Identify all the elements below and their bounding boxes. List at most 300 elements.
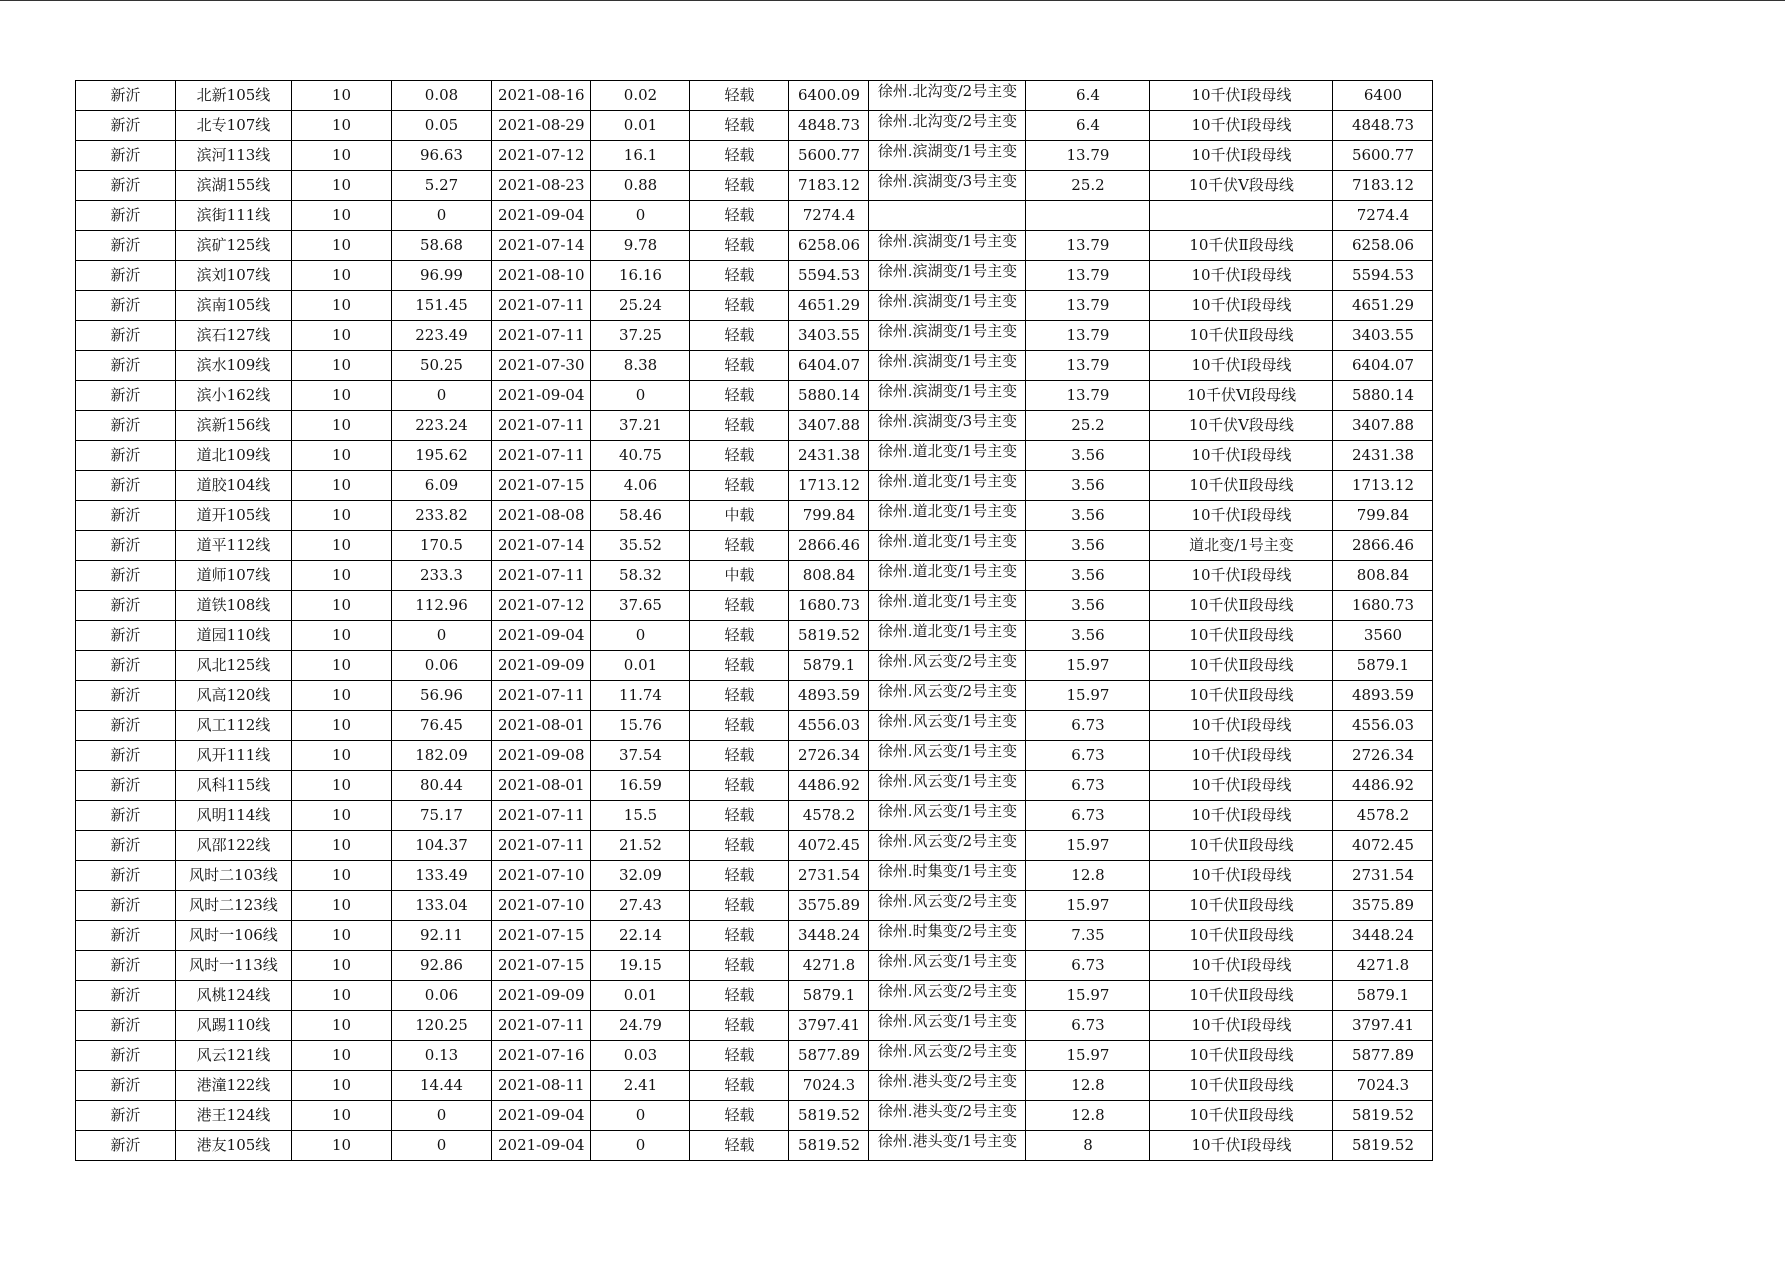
- table-cell-load: 0: [392, 1101, 492, 1131]
- table-cell-sub_capacity: 7.35: [1026, 921, 1150, 951]
- table-cell-load: 5.27: [392, 171, 492, 201]
- table-cell-substation: [869, 81, 1026, 111]
- substation-text: 徐州.滨湖变/1号主变: [877, 383, 1018, 400]
- table-cell-voltage: 10: [292, 441, 392, 471]
- table-cell-load: 56.96: [392, 681, 492, 711]
- table-cell-load: 223.49: [392, 321, 492, 351]
- table-cell-rate: 27.43: [591, 891, 690, 921]
- table-cell-load: 104.37: [392, 831, 492, 861]
- table-cell-rate: 0.01: [591, 111, 690, 141]
- table-cell-cap2: 4651.29: [1333, 291, 1433, 321]
- table-cell-rate: 9.78: [591, 231, 690, 261]
- table-cell-level: 轻载: [690, 861, 789, 891]
- table-row: [76, 321, 1433, 351]
- table-cell-line: 风云121线: [176, 1041, 292, 1071]
- table-cell-capacity: 3575.89: [789, 891, 869, 921]
- table-row: [76, 201, 1433, 231]
- substation-text: 徐州.滨湖变/3号主变: [877, 413, 1018, 430]
- table-cell-sub_capacity: 15.97: [1026, 981, 1150, 1011]
- table-row: [76, 591, 1433, 621]
- table-cell-rate: 0.88: [591, 171, 690, 201]
- substation-text: 徐州.时集变/1号主变: [877, 863, 1018, 880]
- table-cell-sub_capacity: 13.79: [1026, 141, 1150, 171]
- table-cell-bus: 10千伏Ⅱ段母线: [1150, 1101, 1333, 1131]
- table-row: [76, 141, 1433, 171]
- table-cell-level: 轻载: [690, 1101, 789, 1131]
- table-cell-substation: [869, 591, 1026, 621]
- table-cell-area: 新沂: [76, 1041, 176, 1071]
- table-cell-area: 新沂: [76, 171, 176, 201]
- substation-text: 徐州.滨湖变/1号主变: [877, 233, 1018, 250]
- table-cell-substation: [869, 681, 1026, 711]
- table-cell-line: 道胶104线: [176, 471, 292, 501]
- substation-text: 徐州.北沟变/2号主变: [877, 113, 1018, 130]
- table-cell-sub_capacity: 6.73: [1026, 1011, 1150, 1041]
- table-cell-load: 170.5: [392, 531, 492, 561]
- table-cell-voltage: 10: [292, 1071, 392, 1101]
- table-cell-capacity: 2731.54: [789, 861, 869, 891]
- table-cell-area: 新沂: [76, 651, 176, 681]
- table-cell-area: 新沂: [76, 951, 176, 981]
- substation-text: 徐州.道北变/1号主变: [877, 593, 1018, 610]
- table-cell-voltage: 10: [292, 801, 392, 831]
- table-cell-cap2: 3575.89: [1333, 891, 1433, 921]
- table-cell-bus: 10千伏Ⅱ段母线: [1150, 651, 1333, 681]
- table-cell-sub_capacity: 6.73: [1026, 771, 1150, 801]
- table-cell-sub_capacity: 3.56: [1026, 591, 1150, 621]
- table-row: [76, 1041, 1433, 1071]
- table-cell-voltage: 10: [292, 621, 392, 651]
- table-cell-rate: 40.75: [591, 441, 690, 471]
- table-cell-area: 新沂: [76, 591, 176, 621]
- table-cell-level: 中载: [690, 561, 789, 591]
- table-cell-bus: 10千伏Ⅴ段母线: [1150, 411, 1333, 441]
- table-cell-load: 223.24: [392, 411, 492, 441]
- table-cell-date: 2021-09-09: [492, 981, 591, 1011]
- table-cell-voltage: 10: [292, 351, 392, 381]
- table-cell-level: 轻载: [690, 831, 789, 861]
- table-cell-voltage: 10: [292, 321, 392, 351]
- table-cell-level: 轻载: [690, 141, 789, 171]
- substation-text: 徐州.风云变/1号主变: [877, 1013, 1018, 1030]
- substation-text: 徐州.道北变/1号主变: [877, 443, 1018, 460]
- table-cell-sub_capacity: 3.56: [1026, 561, 1150, 591]
- table-cell-substation: [869, 201, 1026, 231]
- page-top-rule: [0, 0, 1785, 1]
- table-cell-rate: 0: [591, 1131, 690, 1161]
- table-cell-line: 滨新156线: [176, 411, 292, 441]
- table-cell-line: 港潼122线: [176, 1071, 292, 1101]
- table-cell-voltage: 10: [292, 591, 392, 621]
- table-cell-level: 轻载: [690, 351, 789, 381]
- table-cell-rate: 16.59: [591, 771, 690, 801]
- table-cell-line: 道师107线: [176, 561, 292, 591]
- table-cell-rate: 24.79: [591, 1011, 690, 1041]
- table-cell-rate: 4.06: [591, 471, 690, 501]
- table-cell-area: 新沂: [76, 621, 176, 651]
- table-cell-substation: [869, 921, 1026, 951]
- table-cell-bus: 10千伏Ⅰ段母线: [1150, 951, 1333, 981]
- table-cell-substation: [869, 771, 1026, 801]
- table-cell-capacity: 1680.73: [789, 591, 869, 621]
- table-cell-capacity: 4271.8: [789, 951, 869, 981]
- table-cell-load: 75.17: [392, 801, 492, 831]
- table-row: [76, 81, 1433, 111]
- table-cell-date: 2021-07-10: [492, 891, 591, 921]
- table-cell-line: 滨街111线: [176, 201, 292, 231]
- table-cell-area: 新沂: [76, 921, 176, 951]
- table-row: [76, 621, 1433, 651]
- table-row: [76, 441, 1433, 471]
- table-cell-cap2: 6258.06: [1333, 231, 1433, 261]
- table-cell-date: 2021-07-11: [492, 291, 591, 321]
- table-cell-level: 轻载: [690, 201, 789, 231]
- table-cell-rate: 15.5: [591, 801, 690, 831]
- table-cell-line: 风时二123线: [176, 891, 292, 921]
- table-cell-date: 2021-09-04: [492, 1101, 591, 1131]
- table-cell-level: 轻载: [690, 651, 789, 681]
- table-cell-area: 新沂: [76, 411, 176, 441]
- substation-text: 徐州.风云变/2号主变: [877, 1043, 1018, 1060]
- table-cell-cap2: 4486.92: [1333, 771, 1433, 801]
- substation-text: 徐州.风云变/1号主变: [877, 713, 1018, 730]
- table-cell-load: 80.44: [392, 771, 492, 801]
- table-cell-line: 滨石127线: [176, 321, 292, 351]
- table-cell-capacity: 5819.52: [789, 1101, 869, 1131]
- table-cell-substation: [869, 1131, 1026, 1161]
- table-cell-bus: 10千伏Ⅱ段母线: [1150, 921, 1333, 951]
- table-cell-date: 2021-08-01: [492, 711, 591, 741]
- table-cell-bus: 10千伏Ⅰ段母线: [1150, 261, 1333, 291]
- table-cell-date: 2021-07-10: [492, 861, 591, 891]
- table-cell-date: 2021-07-30: [492, 351, 591, 381]
- table-cell-area: 新沂: [76, 861, 176, 891]
- table-cell-level: 轻载: [690, 471, 789, 501]
- table-cell-sub_capacity: 15.97: [1026, 1041, 1150, 1071]
- table-cell-voltage: 10: [292, 381, 392, 411]
- table-cell-level: 轻载: [690, 321, 789, 351]
- table-cell-load: 182.09: [392, 741, 492, 771]
- table-cell-bus: 10千伏Ⅰ段母线: [1150, 771, 1333, 801]
- table-row: [76, 921, 1433, 951]
- table-cell-cap2: 1680.73: [1333, 591, 1433, 621]
- table-cell-sub_capacity: 15.97: [1026, 651, 1150, 681]
- table-cell-cap2: 808.84: [1333, 561, 1433, 591]
- table-cell-capacity: 4072.45: [789, 831, 869, 861]
- table-cell-level: 轻载: [690, 921, 789, 951]
- table-cell-bus: 10千伏Ⅰ段母线: [1150, 111, 1333, 141]
- table-cell-level: 轻载: [690, 621, 789, 651]
- table-cell-sub_capacity: 13.79: [1026, 351, 1150, 381]
- table-cell-bus: 10千伏Ⅰ段母线: [1150, 801, 1333, 831]
- table-cell-line: 道铁108线: [176, 591, 292, 621]
- table-cell-line: 风明114线: [176, 801, 292, 831]
- table-row: [76, 171, 1433, 201]
- table-cell-bus: 10千伏Ⅰ段母线: [1150, 141, 1333, 171]
- table-cell-capacity: 5600.77: [789, 141, 869, 171]
- table-cell-cap2: 3560: [1333, 621, 1433, 651]
- substation-text: 徐州.风云变/2号主变: [877, 653, 1018, 670]
- table-cell-capacity: 4848.73: [789, 111, 869, 141]
- table-cell-substation: [869, 861, 1026, 891]
- table-cell-bus: 10千伏Ⅱ段母线: [1150, 831, 1333, 861]
- table-cell-cap2: 3797.41: [1333, 1011, 1433, 1041]
- table-cell-date: 2021-07-12: [492, 141, 591, 171]
- table-cell-load: 6.09: [392, 471, 492, 501]
- table-cell-date: 2021-07-11: [492, 831, 591, 861]
- table-cell-cap2: 7024.3: [1333, 1071, 1433, 1101]
- table-cell-substation: [869, 1071, 1026, 1101]
- table-cell-capacity: 6258.06: [789, 231, 869, 261]
- table-row: [76, 891, 1433, 921]
- table-cell-sub_capacity: 8: [1026, 1131, 1150, 1161]
- table-cell-level: 轻载: [690, 81, 789, 111]
- table-cell-cap2: 6400: [1333, 81, 1433, 111]
- table-cell-sub_capacity: 3.56: [1026, 501, 1150, 531]
- table-cell-cap2: 3448.24: [1333, 921, 1433, 951]
- table-cell-level: 轻载: [690, 711, 789, 741]
- table-cell-bus: 10千伏Ⅱ段母线: [1150, 621, 1333, 651]
- table-cell-cap2: 5880.14: [1333, 381, 1433, 411]
- table-cell-bus: 10千伏Ⅰ段母线: [1150, 561, 1333, 591]
- table-cell-sub_capacity: 12.8: [1026, 1071, 1150, 1101]
- table-row: [76, 861, 1433, 891]
- table-cell-rate: 0.01: [591, 651, 690, 681]
- table-cell-bus: 10千伏Ⅰ段母线: [1150, 1131, 1333, 1161]
- table-cell-date: 2021-08-01: [492, 771, 591, 801]
- table-cell-load: 76.45: [392, 711, 492, 741]
- substation-text: 徐州.滨湖变/1号主变: [877, 323, 1018, 340]
- table-row: [76, 471, 1433, 501]
- table-cell-area: 新沂: [76, 531, 176, 561]
- table-cell-level: 轻载: [690, 111, 789, 141]
- substation-text: 徐州.道北变/1号主变: [877, 473, 1018, 490]
- table-cell-level: 轻载: [690, 1041, 789, 1071]
- table-row: [76, 231, 1433, 261]
- table-cell-area: 新沂: [76, 261, 176, 291]
- table-cell-area: 新沂: [76, 831, 176, 861]
- table-cell-rate: 37.65: [591, 591, 690, 621]
- substation-text: 徐州.港头变/2号主变: [877, 1073, 1018, 1090]
- table-cell-rate: 0: [591, 1101, 690, 1131]
- table-cell-sub_capacity: 3.56: [1026, 441, 1150, 471]
- table-cell-voltage: 10: [292, 771, 392, 801]
- table-row: [76, 1101, 1433, 1131]
- table-cell-cap2: 2866.46: [1333, 531, 1433, 561]
- table-cell-load: 0: [392, 381, 492, 411]
- table-cell-line: 滨河113线: [176, 141, 292, 171]
- table-cell-cap2: 5879.1: [1333, 981, 1433, 1011]
- table-row: [76, 681, 1433, 711]
- table-cell-voltage: 10: [292, 1131, 392, 1161]
- table-cell-date: 2021-08-11: [492, 1071, 591, 1101]
- table-cell-rate: 37.25: [591, 321, 690, 351]
- data-table: [75, 80, 1433, 1161]
- table-cell-capacity: 5594.53: [789, 261, 869, 291]
- table-cell-cap2: 7183.12: [1333, 171, 1433, 201]
- table-cell-substation: [869, 291, 1026, 321]
- table-cell-voltage: 10: [292, 711, 392, 741]
- table-cell-load: 0.13: [392, 1041, 492, 1071]
- table-cell-voltage: 10: [292, 231, 392, 261]
- table-cell-rate: 22.14: [591, 921, 690, 951]
- table-cell-line: 风北125线: [176, 651, 292, 681]
- table-cell-capacity: 3407.88: [789, 411, 869, 441]
- table-cell-date: 2021-07-15: [492, 921, 591, 951]
- table-cell-area: 新沂: [76, 321, 176, 351]
- table-cell-bus: 10千伏Ⅵ段母线: [1150, 381, 1333, 411]
- table-cell-level: 轻载: [690, 231, 789, 261]
- table-cell-line: 北专107线: [176, 111, 292, 141]
- table-cell-area: 新沂: [76, 471, 176, 501]
- table-cell-load: 96.63: [392, 141, 492, 171]
- table-cell-bus: 10千伏Ⅰ段母线: [1150, 861, 1333, 891]
- table-row: [76, 531, 1433, 561]
- table-cell-sub_capacity: 15.97: [1026, 831, 1150, 861]
- table-cell-sub_capacity: 6.73: [1026, 711, 1150, 741]
- substation-text: 徐州.道北变/1号主变: [877, 503, 1018, 520]
- table-cell-voltage: 10: [292, 861, 392, 891]
- table-cell-line: 风时一106线: [176, 921, 292, 951]
- table-cell-capacity: 5879.1: [789, 651, 869, 681]
- table-cell-bus: 10千伏Ⅱ段母线: [1150, 681, 1333, 711]
- table-cell-load: 0: [392, 201, 492, 231]
- substation-text: 徐州.滨湖变/1号主变: [877, 143, 1018, 160]
- table-cell-load: 92.11: [392, 921, 492, 951]
- table-cell-date: 2021-09-08: [492, 741, 591, 771]
- table-cell-voltage: 10: [292, 501, 392, 531]
- table-cell-area: 新沂: [76, 441, 176, 471]
- table-cell-cap2: 6404.07: [1333, 351, 1433, 381]
- table-cell-line: 风时一113线: [176, 951, 292, 981]
- table-cell-voltage: 10: [292, 1011, 392, 1041]
- table-cell-rate: 21.52: [591, 831, 690, 861]
- table-row: [76, 951, 1433, 981]
- substation-text: 徐州.风云变/2号主变: [877, 983, 1018, 1000]
- table-cell-substation: [869, 1041, 1026, 1071]
- table-row: [76, 561, 1433, 591]
- table-cell-date: 2021-08-29: [492, 111, 591, 141]
- table-cell-area: 新沂: [76, 801, 176, 831]
- table-cell-substation: [869, 321, 1026, 351]
- table-cell-level: 轻载: [690, 951, 789, 981]
- table-cell-sub_capacity: 6.73: [1026, 741, 1150, 771]
- table-cell-capacity: 2726.34: [789, 741, 869, 771]
- table-cell-substation: [869, 441, 1026, 471]
- substation-text: 徐州.风云变/1号主变: [877, 743, 1018, 760]
- table-cell-line: 滨矿125线: [176, 231, 292, 261]
- table-cell-substation: [869, 471, 1026, 501]
- table-cell-cap2: 4893.59: [1333, 681, 1433, 711]
- table-cell-rate: 37.54: [591, 741, 690, 771]
- table-cell-level: 轻载: [690, 1071, 789, 1101]
- table-cell-level: 轻载: [690, 261, 789, 291]
- table-cell-line: 道园110线: [176, 621, 292, 651]
- table-cell-sub_capacity: [1026, 201, 1150, 231]
- table-cell-substation: [869, 711, 1026, 741]
- table-cell-rate: 8.38: [591, 351, 690, 381]
- table-row: [76, 411, 1433, 441]
- table-cell-substation: [869, 741, 1026, 771]
- table-cell-line: 风邵122线: [176, 831, 292, 861]
- table-cell-load: 233.3: [392, 561, 492, 591]
- table-cell-cap2: 2731.54: [1333, 861, 1433, 891]
- table-cell-bus: 道北变/1号主变: [1150, 531, 1333, 561]
- table-row: [76, 1131, 1433, 1161]
- table-cell-bus: 10千伏Ⅱ段母线: [1150, 981, 1333, 1011]
- table-cell-substation: [869, 411, 1026, 441]
- table-cell-area: 新沂: [76, 1101, 176, 1131]
- table-row: [76, 291, 1433, 321]
- table-cell-area: 新沂: [76, 141, 176, 171]
- substation-text: 徐州.滨湖变/3号主变: [877, 173, 1018, 190]
- table-cell-sub_capacity: 13.79: [1026, 321, 1150, 351]
- table-cell-area: 新沂: [76, 1071, 176, 1101]
- table-cell-level: 轻载: [690, 771, 789, 801]
- table-body: [76, 81, 1433, 1161]
- table-cell-capacity: 7183.12: [789, 171, 869, 201]
- table-cell-capacity: 5879.1: [789, 981, 869, 1011]
- table-cell-substation: [869, 981, 1026, 1011]
- table-cell-load: 0: [392, 1131, 492, 1161]
- table-cell-rate: 16.16: [591, 261, 690, 291]
- table-cell-load: 92.86: [392, 951, 492, 981]
- substation-text: 徐州.风云变/1号主变: [877, 773, 1018, 790]
- table-cell-bus: 10千伏Ⅰ段母线: [1150, 501, 1333, 531]
- table-cell-date: 2021-07-12: [492, 591, 591, 621]
- table-cell-rate: 32.09: [591, 861, 690, 891]
- table-cell-area: 新沂: [76, 981, 176, 1011]
- table-cell-date: 2021-07-11: [492, 411, 591, 441]
- table-cell-line: 风桃124线: [176, 981, 292, 1011]
- table-cell-voltage: 10: [292, 201, 392, 231]
- table-row: [76, 351, 1433, 381]
- table-cell-area: 新沂: [76, 681, 176, 711]
- table-cell-sub_capacity: 15.97: [1026, 681, 1150, 711]
- table-cell-area: 新沂: [76, 381, 176, 411]
- table-cell-date: 2021-07-15: [492, 471, 591, 501]
- table-cell-substation: [869, 561, 1026, 591]
- table-cell-area: 新沂: [76, 501, 176, 531]
- table-cell-voltage: 10: [292, 411, 392, 441]
- table-cell-line: 港友105线: [176, 1131, 292, 1161]
- table-cell-bus: [1150, 201, 1333, 231]
- table-cell-rate: 58.32: [591, 561, 690, 591]
- table-cell-substation: [869, 1011, 1026, 1041]
- substation-text: 徐州.风云变/2号主变: [877, 833, 1018, 850]
- table-cell-substation: [869, 381, 1026, 411]
- table-cell-bus: 10千伏Ⅱ段母线: [1150, 591, 1333, 621]
- table-cell-capacity: 4893.59: [789, 681, 869, 711]
- table-cell-load: 0.05: [392, 111, 492, 141]
- table-cell-capacity: 4556.03: [789, 711, 869, 741]
- table-cell-cap2: 2431.38: [1333, 441, 1433, 471]
- table-cell-voltage: 10: [292, 951, 392, 981]
- table-cell-date: 2021-07-14: [492, 531, 591, 561]
- table-cell-capacity: 799.84: [789, 501, 869, 531]
- table-cell-cap2: 4271.8: [1333, 951, 1433, 981]
- table-row: [76, 381, 1433, 411]
- table-cell-line: 道平112线: [176, 531, 292, 561]
- table-cell-capacity: 4651.29: [789, 291, 869, 321]
- table-cell-line: 风工112线: [176, 711, 292, 741]
- table-cell-substation: [869, 951, 1026, 981]
- table-cell-voltage: 10: [292, 561, 392, 591]
- table-cell-voltage: 10: [292, 111, 392, 141]
- table-cell-rate: 0.02: [591, 81, 690, 111]
- substation-text: 徐州.北沟变/2号主变: [877, 83, 1018, 100]
- table-cell-bus: 10千伏Ⅰ段母线: [1150, 711, 1333, 741]
